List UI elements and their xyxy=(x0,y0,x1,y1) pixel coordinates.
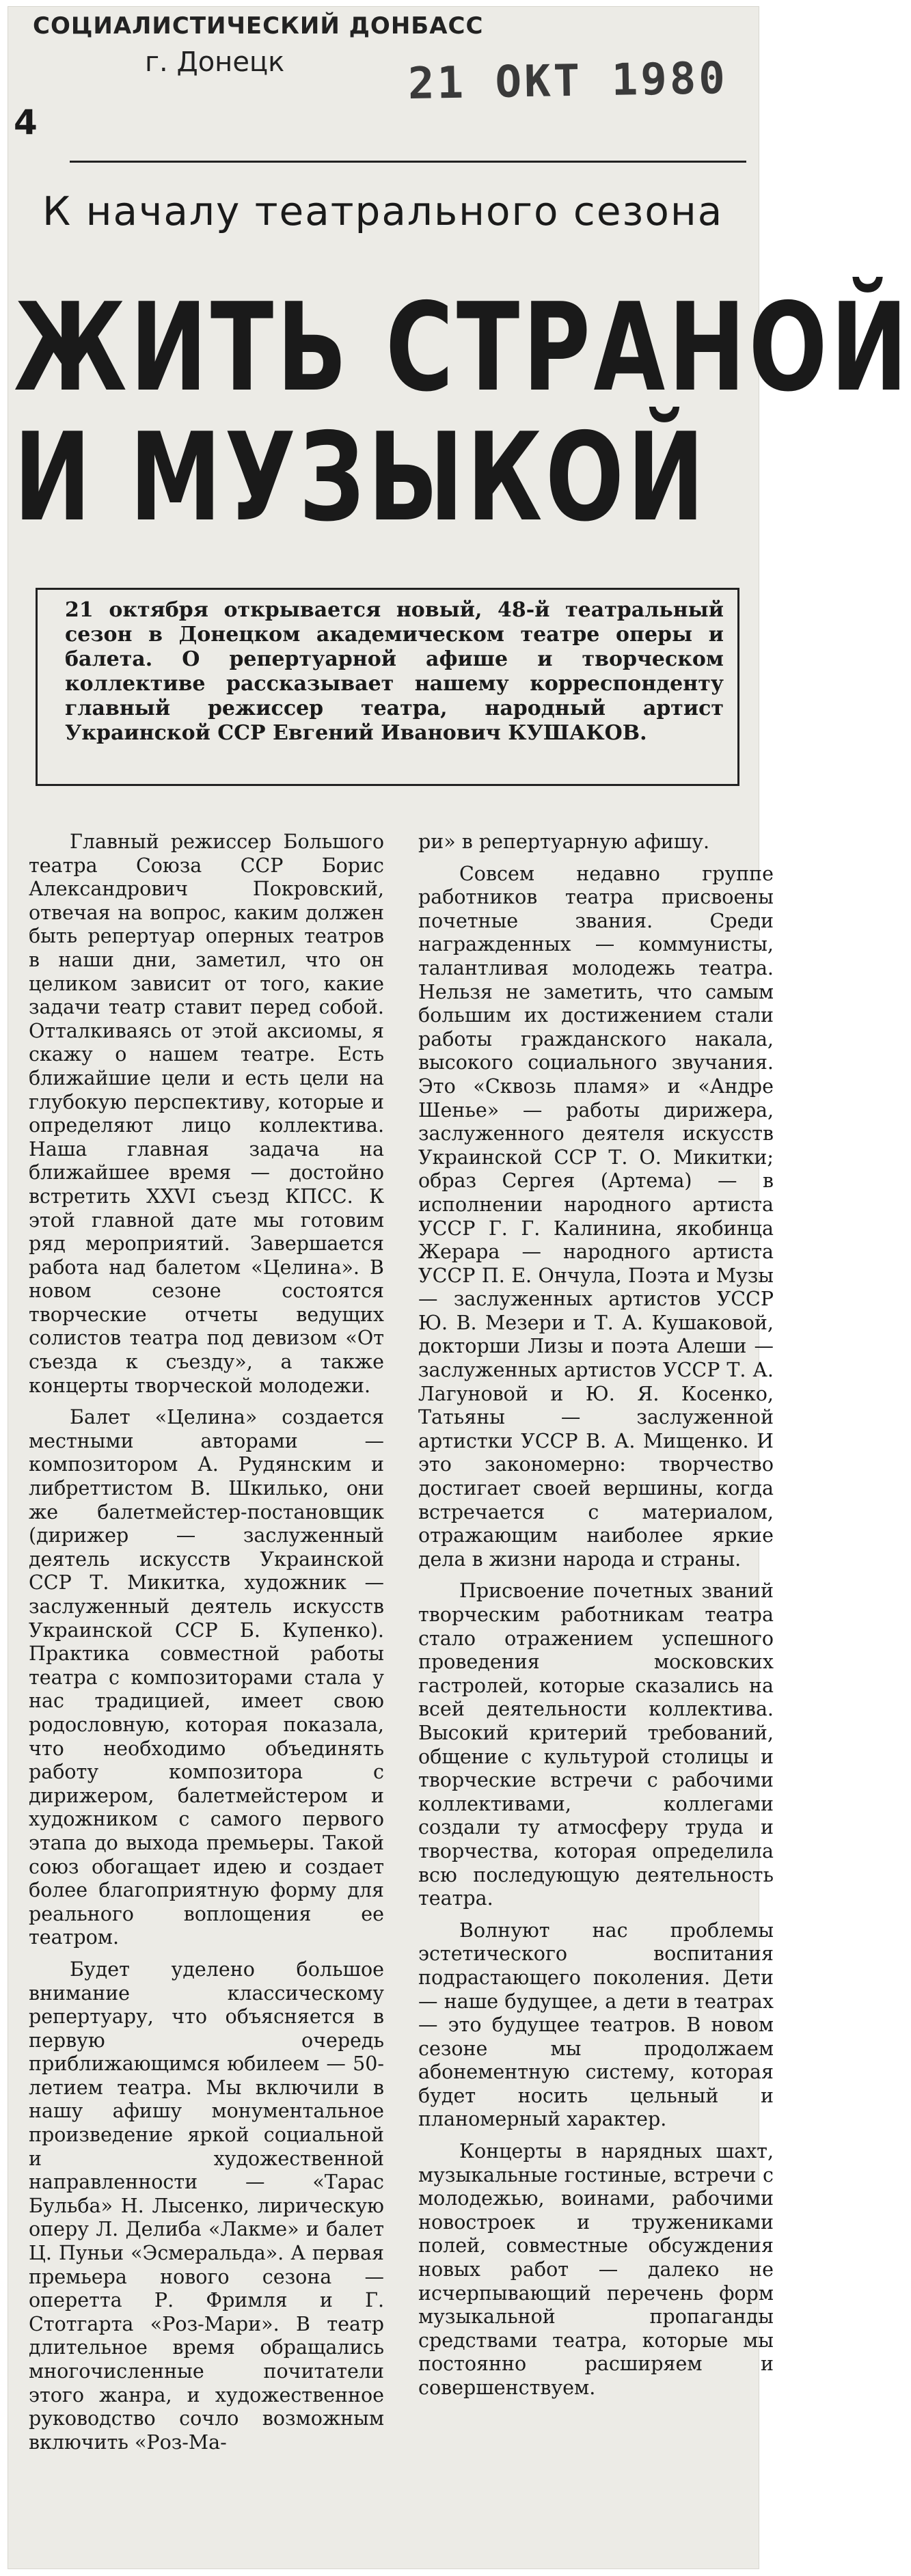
city-label: г. Донецк xyxy=(145,46,285,78)
body-column-right xyxy=(418,830,774,2409)
header-rule xyxy=(70,161,746,163)
paragraph-continuation: ри» в репертуарную афишу. xyxy=(418,830,710,853)
headline-line-2: И МУЗЫКОЙ xyxy=(14,407,708,548)
paragraph: Присвоение почетных званий творческим работникам театра стало отражением успешного проведения московских гастролей, которые сказались на всей деятельности коллектива. Высокий критерий требований, общение с культурой столицы и творческие встречи с рабочими коллективами, коллегами создали ту атмосферу труда и творчества, которая определила всю последующую деятельность театра. xyxy=(418,1580,774,1910)
page-number: 4 xyxy=(14,103,38,142)
lead-box xyxy=(36,588,739,786)
lead-text: 21 октября открывается новый, 48-й театральный сезон в Донецком академическом театре оперы и балета. О репертуарной афише и творческом коллективе рассказывает нашему корреспонденту главный режиссер театра, народный артист Украинской ССР Евгений Иванович КУШАКОВ. xyxy=(65,598,724,745)
section-kicker: К началу театрального сезона xyxy=(42,188,724,234)
paragraph: Совсем недавно группе работников театра присвоены почетные звания. Среди награжденных — коммунисты, талантливая молодежь театра. Нельзя не заметить, что самым большим их достижением стали работы гражданского накала, высокого социального звучания. Это «Сквозь пламя» и «Андре Шенье» — работы дирижера, заслуженного деятеля искусств Украинской ССР Т. О. Микитки; образ Сергея (Артема) — в исполнении народного артиста УССР Г. Г. Калинина, якобинца Жерара — народного артиста УССР П. Е. Ончула, Поэта и Музы — заслуженных артистов УССР Ю. В. Мезери и Т. А. Кушаковой, докторши Лизы и поэта Алеши — заслуженных артистов УССР Т. А. Лагуновой и Ю. Я. Косенко, Татьяны — заслуженной артистки УССР В. А. Мищенко. И это закономерно: творчество достигает своей вершины, когда встречается с материалом, отражающим наиболее яркие дела в жизни народа и страны. xyxy=(418,862,774,1571)
paragraph: Концерты в нарядных шахт, музыкальные гостиные, встречи с молодежью, воинами, рабочими новостроек и тружениками полей, совместные обсуждения новых работ — далеко не исчерпывающий перечень форм музыкальной пропаганды средствами театра, которые мы постоянно расширяем и совершенствуем. xyxy=(418,2140,774,2399)
headline-line-1: ЖИТЬ СТРАНОЙ xyxy=(14,277,911,418)
date-stamp: 21 ОКТ 1980 xyxy=(407,53,729,110)
paragraph: Волнуют нас проблемы эстетического воспитания подрастающего поколения. Дети — наше будущее, а дети в театрах — это будущее театров. В новом сезоне мы продолжаем абонементную систему, которая будет носить цельный и планомерный характер. xyxy=(418,1919,774,2131)
paragraph: Главный режиссер Большого театра Союза ССР Борис Александрович Покровский, отвечая на вопрос, каким должен быть репертуар оперных театров в наши дни, заметил, что он целиком зависит от того, какие задачи театр ставит перед собой. Отталкиваясь от этой аксиомы, я скажу о нашем театре. Есть ближайшие цели и есть цели на глубокую перспективу, которые и определяют лицо коллектива. Наша главная задача на ближайшее время — достойно встретить XXVI съезд КПСС. К этой главной дате мы готовим ряд мероприятий. Завершается работа над балетом «Целина». В новом сезоне состоятся творческие отчеты ведущих солистов театра под девизом «От съезда к съезду», а также концерты творческой молодежи. xyxy=(29,830,384,1397)
newspaper-name: СОЦИАЛИСТИЧЕСКИЙ ДОНБАСС xyxy=(33,12,484,40)
newspaper-clipping xyxy=(8,7,911,2568)
body-column-left xyxy=(29,830,384,2463)
paragraph: Балет «Целина» создается местными авторами — композитором А. Рудянским и либреттистом В. Шкилько, они же балетмейстер-постановщик (дирижер — заслуженный деятель искусств Украинской ССР Т. Микитка, художник — заслуженный деятель искусств Украинской ССР Б. Купенко). Практика совместной работы театра с композиторами стала у нас традицией, имеет свою родословную, которая показала, что необходимо объединять работу композитора с дирижером, балетмейстером и художником с самого первого этапа до выхода премьеры. Такой союз обогащает идею и создает более благоприятную форму для реального воплощения ее театром. xyxy=(29,1406,384,1949)
paragraph: Будет уделено большое внимание классическому репертуару, что объясняется в первую очередь приближающимся юбилеем — 50-летием театра. Мы включили в нашу афишу монументальное произведение яркой социальной и художественной направленности — «Тарас Бульба» Н. Лысенко, лирическую оперу Л. Делиба «Лакме» и балет Ц. Пуньи «Эсмеральда». А первая премьера нового сезона — оперетта Р. Фримля и Г. Стотгарта «Роз-Мари». В театр длительное время обращались многочисленные почитатели этого жанра, и художественное руководство сочло возможным включить «Роз-Ма- xyxy=(29,1957,384,2454)
